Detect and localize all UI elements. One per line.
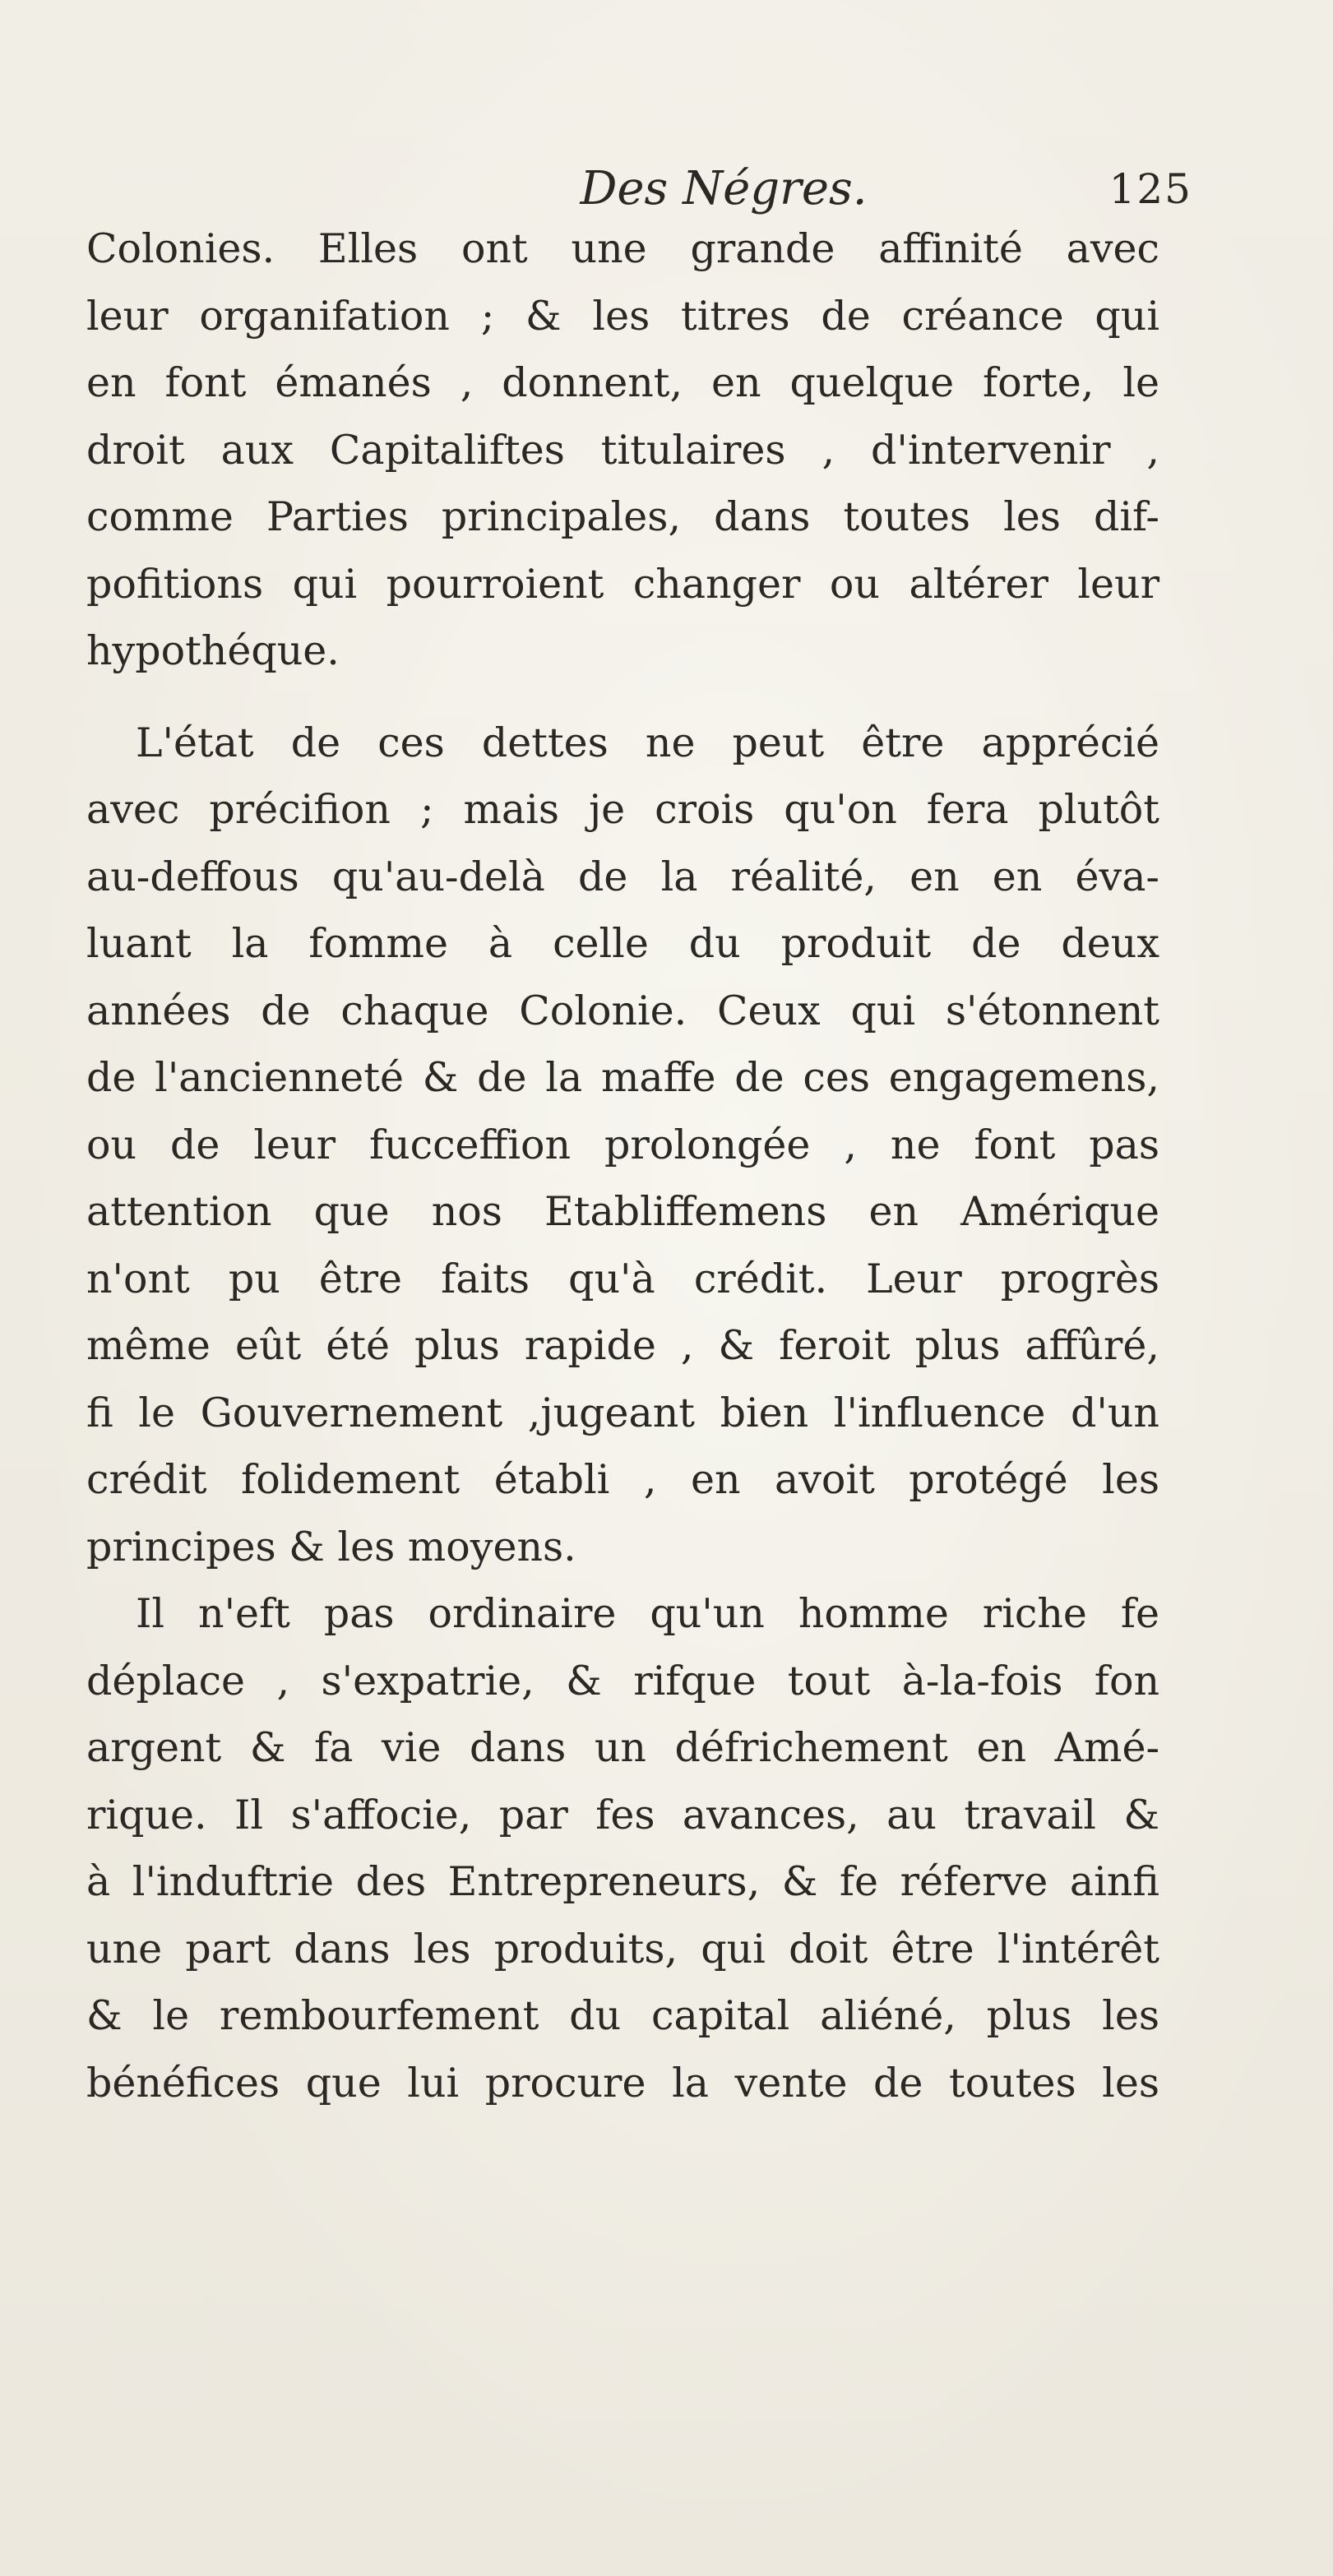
text-line: L'état de ces dettes ne peut être apprécié xyxy=(136,719,1159,766)
text-line: années de chaque Colonie. Ceux qui s'étonnent xyxy=(86,987,1159,1034)
text-line: comme Parties principales, dans toutes les dif- xyxy=(86,493,1159,540)
body-text xyxy=(86,215,1159,2116)
text-line: crédit folidement établi , en avoit protégé les xyxy=(86,1456,1159,1503)
text-line: bénéfices que lui procure la vente de toutes les xyxy=(86,2059,1159,2107)
text-line: principes & les moyens. xyxy=(86,1523,576,1570)
text-line: fi le Gouvernement ,jugeant bien l'influence d'un xyxy=(86,1389,1159,1436)
text-line: rique. Il s'affocie, par fes avances, au travail & xyxy=(86,1791,1159,1838)
text-line: attention que nos Etabliffemens en Amérique xyxy=(86,1188,1159,1235)
text-line: en font émanés , donnent, en quelque forte, le xyxy=(86,359,1159,406)
text-line: argent & fa vie dans un défrichement en Amé- xyxy=(86,1724,1159,1771)
text-line: n'ont pu être faits qu'à crédit. Leur progrès xyxy=(86,1255,1159,1302)
running-head xyxy=(132,156,1192,222)
page-number: 125 xyxy=(1109,165,1192,213)
text-line: ou de leur fucceffion prolongée , ne font pas xyxy=(86,1121,1159,1168)
text-line: Il n'eft pas ordinaire qu'un homme riche fe xyxy=(136,1590,1159,1637)
running-title: Des Négres. xyxy=(580,162,868,215)
paragraph-2 xyxy=(86,710,1159,1581)
text-line: Colonies. Elles ont une grande affinité avec xyxy=(86,225,1159,272)
text-line: à l'induftrie des Entrepreneurs, & fe réferve ainfi xyxy=(86,1858,1159,1905)
text-line: leur organifation ; & les titres de créance qui xyxy=(86,292,1159,340)
text-line: une part dans les produits, qui doit être l'intérêt xyxy=(86,1925,1159,1972)
text-line: hypothéque. xyxy=(86,627,340,674)
text-line: droit aux Capitaliftes titulaires , d'intervenir , xyxy=(86,426,1159,474)
text-line: de l'ancienneté & de la maffe de ces engagemens, xyxy=(86,1054,1159,1101)
text-line: luant la fomme à celle du produit de deux xyxy=(86,920,1159,967)
paragraph-3 xyxy=(86,1580,1159,2116)
text-line: déplace , s'expatrie, & rifque tout à-la-fois fon xyxy=(86,1657,1159,1704)
text-line: & le rembourfement du capital aliéné, plus les xyxy=(86,1992,1159,2039)
text-line: pofitions qui pourroient changer ou altérer leur xyxy=(86,560,1159,608)
text-line: au-deffous qu'au-delà de la réalité, en en éva- xyxy=(86,853,1159,900)
text-line: avec précifion ; mais je crois qu'on fera plutôt xyxy=(86,786,1159,833)
paragraph-1 xyxy=(86,215,1159,685)
text-line: même eût été plus rapide , & feroit plus affûré, xyxy=(86,1322,1159,1369)
